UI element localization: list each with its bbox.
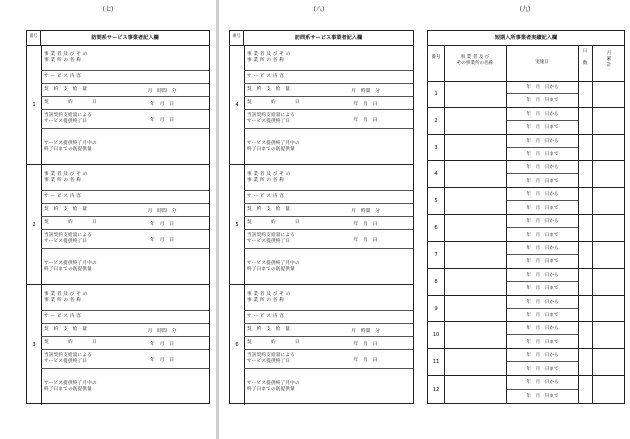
row-label: 事 業 者 及 び そ の 事 業 所 の 名 称 xyxy=(44,51,88,63)
row-provided xyxy=(244,249,413,284)
number-header: 番号 xyxy=(27,31,41,45)
column-headers xyxy=(428,45,624,82)
row-label: サ ー ビ ス 内 容 xyxy=(44,74,82,79)
row-label: 契 約 支 給 量 xyxy=(247,207,291,212)
short-stay-row xyxy=(428,376,624,403)
row-contract-amount xyxy=(244,324,413,337)
table-header xyxy=(230,31,413,46)
block-number: 1 xyxy=(27,45,42,164)
row-label: 契 約 日 xyxy=(247,220,300,225)
row-label: サ ー ビ ス 内 容 xyxy=(44,194,82,199)
short-stay-row xyxy=(428,108,624,135)
short-stay-row xyxy=(428,269,624,296)
row-label: 契 約 日 xyxy=(44,100,97,105)
row-contract-date xyxy=(244,217,413,230)
number-header: 番号 xyxy=(230,31,244,45)
row-label: 当該契約支給量による サービス提供終了日 xyxy=(247,113,295,124)
date-to[interactable]: 年 月 日まで xyxy=(526,232,559,238)
row-label: 当該契約支給量による サービス提供終了日 xyxy=(44,113,92,124)
short-stay-row xyxy=(428,349,624,376)
visit-service-table-left xyxy=(26,30,210,404)
row-contract-date xyxy=(244,97,413,110)
block-number: 6 xyxy=(230,285,245,405)
row-value-template[interactable]: 月 時間 分 xyxy=(147,88,177,94)
row-provided xyxy=(41,129,209,164)
short-stay-row xyxy=(428,242,624,269)
row-label: サービス提供終了月中の 終了日までの既提供量 xyxy=(247,260,300,272)
row-number: 5 xyxy=(434,198,438,205)
row-number: 2 xyxy=(434,117,438,124)
row-value-template[interactable]: 年 月 日 xyxy=(353,117,378,123)
short-stay-row xyxy=(428,81,624,108)
row-label: 事 業 者 及 び そ の 事 業 所 の 名 称 xyxy=(44,291,88,303)
row-number: 6 xyxy=(434,225,438,232)
row-label: 事 業 者 及 び そ の 事 業 所 の 名 称 xyxy=(44,171,88,183)
row-service xyxy=(244,311,413,324)
date-from[interactable]: 年 月 日から xyxy=(507,349,578,362)
row-number: 8 xyxy=(434,278,438,285)
short-stay-row xyxy=(428,215,624,242)
block-number: 4 xyxy=(230,45,245,164)
row-contract-amount xyxy=(244,204,413,217)
row-number: 12 xyxy=(432,386,440,393)
row-value-template[interactable]: 月 時間 分 xyxy=(147,328,177,334)
row-end-date xyxy=(41,110,209,129)
implementation-header: 実施日 xyxy=(535,60,549,65)
row-value-template[interactable]: 年 月 日 xyxy=(150,101,174,107)
date-to[interactable]: 年 月 日まで xyxy=(526,339,559,345)
row-label: サービス提供終了月中の 終了日までの既提供量 xyxy=(247,380,300,392)
date-from[interactable]: 年 月 日から xyxy=(507,81,578,94)
date-from[interactable]: 年 月 日から xyxy=(507,242,578,255)
date-from[interactable]: 年 月 日から xyxy=(507,162,578,175)
row-value-template[interactable]: 年 月 日 xyxy=(353,341,378,347)
row-number: 1 xyxy=(434,90,438,97)
row-label: 当該契約支給量による サービス提供終了日 xyxy=(44,233,92,244)
date-from[interactable]: 年 月 日から xyxy=(507,376,578,389)
short-stay-row xyxy=(428,162,624,189)
row-contract-amount xyxy=(41,324,209,337)
date-to[interactable]: 年 月 日まで xyxy=(526,286,559,292)
row-label: サ ー ビ ス 内 容 xyxy=(247,74,285,79)
row-label: 契 約 日 xyxy=(44,220,97,225)
row-value-template[interactable]: 年 月 日 xyxy=(150,357,174,363)
row-provided xyxy=(244,129,413,164)
row-label: サービス提供終了月中の 終了日までの既提供量 xyxy=(44,380,97,392)
row-service xyxy=(244,191,413,204)
row-end-date xyxy=(244,230,413,249)
date-to[interactable]: 年 月 日まで xyxy=(526,152,559,158)
row-label: 契 約 日 xyxy=(247,340,300,345)
row-provided xyxy=(41,369,209,404)
row-label: 契 約 支 給 量 xyxy=(44,207,88,212)
row-value-template[interactable]: 年 月 日 xyxy=(150,221,174,227)
row-end-date xyxy=(244,350,413,369)
row-label: 当該契約支給量による サービス提供終了日 xyxy=(247,353,295,364)
row-end-date xyxy=(244,110,413,129)
row-value-template[interactable]: 年 月 日 xyxy=(353,357,378,363)
row-provider xyxy=(244,45,413,71)
row-contract-amount xyxy=(41,84,209,97)
block-number: 3 xyxy=(27,285,42,405)
service-record-block xyxy=(230,285,413,405)
short-stay-row xyxy=(428,296,624,323)
date-to[interactable]: 年 月 日まで xyxy=(526,98,559,104)
date-to[interactable]: 年 月 日まで xyxy=(526,125,559,131)
date-from[interactable]: 年 月 日から xyxy=(507,108,578,121)
short-stay-row xyxy=(428,323,624,350)
row-value-template[interactable]: 月 時間 分 xyxy=(351,208,380,214)
date-from[interactable]: 年 月 日から xyxy=(507,135,578,148)
table-title: 短期入所事業者実績記入欄 xyxy=(428,31,624,46)
row-value-template[interactable]: 月 時間 分 xyxy=(351,88,380,94)
row-contract-date xyxy=(244,337,413,350)
row-provided xyxy=(244,369,413,404)
row-number: 3 xyxy=(434,144,438,151)
date-from[interactable]: 年 月 日から xyxy=(507,269,578,282)
row-provider xyxy=(41,165,209,191)
date-to[interactable]: 年 月 日まで xyxy=(526,366,559,372)
row-contract-amount xyxy=(41,204,209,217)
row-contract-date xyxy=(41,337,209,350)
row-label: 契 約 日 xyxy=(44,340,97,345)
row-number: 9 xyxy=(434,305,438,312)
short-stay-row xyxy=(428,188,624,215)
block-number: 2 xyxy=(27,165,42,284)
row-label: 事 業 者 及 び そ の 事 業 所 の 名 称 xyxy=(247,171,291,183)
row-label: 事 業 者 及 び そ の 事 業 所 の 名 称 xyxy=(247,51,291,63)
row-value-template[interactable]: 年 月 日 xyxy=(150,237,174,243)
monthly-total-header: 月 累 計 xyxy=(606,51,612,68)
row-value-template[interactable]: 年 月 日 xyxy=(353,237,378,243)
row-service xyxy=(41,191,209,204)
service-record-block xyxy=(27,165,209,285)
row-label: サービス提供終了月中の 終了日までの既提供量 xyxy=(247,140,300,152)
provider-header: 事 業 者 及 び その事業所の名称 xyxy=(456,55,494,66)
row-label: 契 約 日 xyxy=(247,100,300,105)
row-contract-date xyxy=(41,97,209,110)
page-number: (八) xyxy=(313,6,325,13)
row-label: 当該契約支給量による サービス提供終了日 xyxy=(44,353,92,364)
row-service xyxy=(41,71,209,84)
short-stay-row xyxy=(428,135,624,162)
row-provider xyxy=(41,285,209,311)
days-header: 日 数 xyxy=(582,49,588,66)
date-from[interactable]: 年 月 日から xyxy=(507,188,578,201)
date-to[interactable]: 年 月 日まで xyxy=(526,394,559,400)
row-service xyxy=(41,311,209,324)
row-number: 7 xyxy=(434,251,438,258)
table-title: 訪問系サービス事業者記入欄 xyxy=(91,35,159,41)
row-number: 11 xyxy=(432,359,440,366)
row-value-template[interactable]: 月 時間 分 xyxy=(147,208,177,214)
row-provider xyxy=(244,165,413,191)
row-label: サ ー ビ ス 内 容 xyxy=(44,314,82,319)
form-page-7 xyxy=(0,0,216,439)
form-page-9 xyxy=(421,0,630,439)
row-number: 10 xyxy=(432,332,440,339)
page-number: (九) xyxy=(519,6,531,13)
row-label: サービス提供終了月中の 終了日までの既提供量 xyxy=(44,260,97,272)
number-header: 番号 xyxy=(431,55,441,60)
form-page-8 xyxy=(219,0,421,439)
row-value-template[interactable]: 年 月 日 xyxy=(150,117,174,123)
date-to[interactable]: 年 月 日まで xyxy=(526,313,559,319)
row-provider xyxy=(41,45,209,71)
visit-service-table-middle xyxy=(229,30,414,404)
date-from[interactable]: 年 月 日から xyxy=(507,323,578,336)
block-number: 5 xyxy=(230,165,245,284)
row-label: 契 約 支 給 量 xyxy=(44,327,88,332)
short-stay-table xyxy=(427,30,625,404)
date-from[interactable]: 年 月 日から xyxy=(507,215,578,228)
date-to[interactable]: 年 月 日まで xyxy=(526,259,559,265)
row-label: サ ー ビ ス 内 容 xyxy=(247,314,285,319)
service-record-block xyxy=(27,285,209,405)
row-provided xyxy=(41,249,209,284)
row-provider xyxy=(244,285,413,311)
row-label: 当該契約支給量による サービス提供終了日 xyxy=(247,233,295,244)
row-label: サ ー ビ ス 内 容 xyxy=(247,194,285,199)
row-end-date xyxy=(41,350,209,369)
table-title: 訪問系サービス事業者記入欄 xyxy=(294,35,363,41)
date-to[interactable]: 年 月 日まで xyxy=(526,205,559,211)
service-record-block xyxy=(27,45,209,165)
row-contract-amount xyxy=(244,84,413,97)
row-end-date xyxy=(41,230,209,249)
row-value-template[interactable]: 年 月 日 xyxy=(150,341,174,347)
row-label: サービス提供終了月中の 終了日までの既提供量 xyxy=(44,140,97,152)
row-service xyxy=(244,71,413,84)
row-label: 事 業 者 及 び そ の 事 業 所 の 名 称 xyxy=(247,291,291,303)
service-record-block xyxy=(230,45,413,165)
service-record-block xyxy=(230,165,413,285)
date-from[interactable]: 年 月 日から xyxy=(507,296,578,309)
row-label: 契 約 支 給 量 xyxy=(44,87,88,92)
page-number: (七) xyxy=(102,6,114,13)
row-value-template[interactable]: 年 月 日 xyxy=(353,221,378,227)
table-header xyxy=(27,31,209,46)
row-number: 4 xyxy=(434,171,438,178)
row-label: 契 約 支 給 量 xyxy=(247,327,291,332)
row-value-template[interactable]: 年 月 日 xyxy=(353,101,378,107)
row-label: 契 約 支 給 量 xyxy=(247,87,291,92)
row-value-template[interactable]: 月 時間 分 xyxy=(351,328,380,334)
date-to[interactable]: 年 月 日まで xyxy=(526,178,559,184)
row-contract-date xyxy=(41,217,209,230)
